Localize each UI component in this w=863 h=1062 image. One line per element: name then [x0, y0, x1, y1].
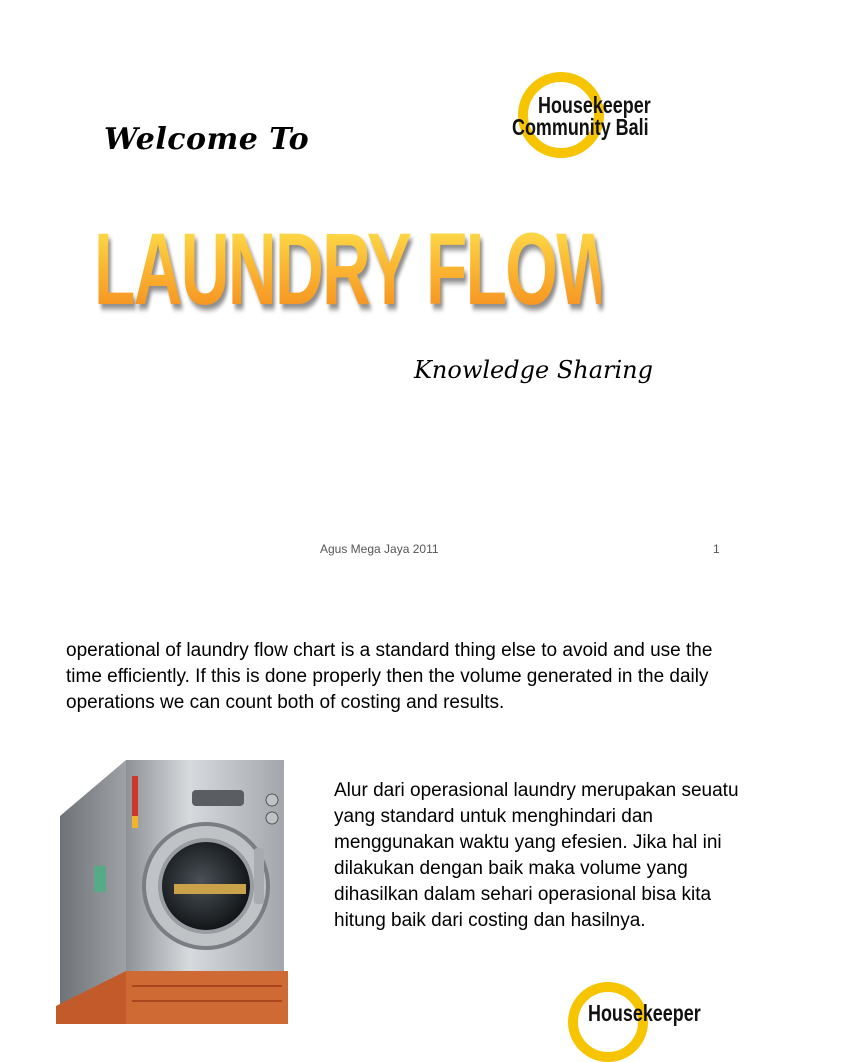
- paragraph-english: operational of laundry flow chart is a standard thing else to avoid and use the time efficiently. If this is done properly then the volume generated in the daily operations we can count both of costing and results.: [66, 640, 713, 713]
- footer-author: Agus Mega Jaya 2011: [320, 542, 439, 556]
- washing-machine-image: [56, 756, 294, 1024]
- paragraph-indonesian: Alur dari operasional laundry merupakan seuatu yang standard untuk menghindari dan menggunakan waktu yang efesien. Jika hal ini dilakukan dengan baik maka volume yang dihasilkan dalam sehari operasional bisa kita hitung baik dari costing dan hasilnya.: [334, 780, 739, 931]
- page-number: 1: [713, 542, 720, 556]
- housekeeper-logo: [512, 72, 662, 162]
- washing-machine-illustration: [56, 756, 294, 1024]
- slide-title: LAUNDRY FLOW CHART: [94, 211, 863, 326]
- welcome-heading: Welcome To: [104, 122, 310, 157]
- logo-line-2: Community Bali: [512, 114, 649, 140]
- logo-line-1: Housekeeper: [538, 92, 651, 118]
- housekeeper-logo-partial: [566, 982, 706, 1024]
- slide-subtitle: Knowledge Sharing: [414, 356, 653, 384]
- logo-partial-text: Housekeeper: [588, 1000, 701, 1026]
